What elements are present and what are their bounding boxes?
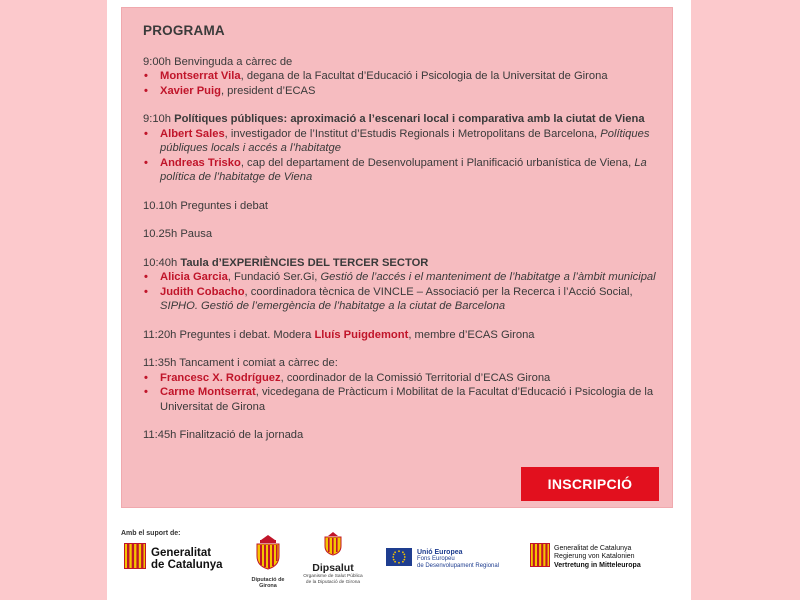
bullet-icon: • xyxy=(144,386,148,398)
bullet-icon: • xyxy=(144,156,148,169)
bullet-icon: • xyxy=(144,285,148,298)
speaker-role: , coordinador de la Comissió Territorial d’ECAS Girona xyxy=(280,371,551,384)
speaker-role: , Fundació Ser.Gi, xyxy=(227,271,321,283)
ue-line2: Fons Europeu xyxy=(417,556,455,562)
dipgir-text: Diputació de Girona xyxy=(251,577,285,589)
speaker-item xyxy=(143,69,658,84)
speaker-role: , coordinadora tècnica de VINCLE – Associació per la Recerca i l’Acció Social, xyxy=(244,285,633,298)
speaker-role: , investigador de l’Institut d’Estudis Regionals i Metropolitans de Barcelona, xyxy=(224,127,601,140)
dipsalut-coat-of-arms-icon xyxy=(323,543,343,560)
speaker-name: Francesc X. Rodríguez xyxy=(160,371,281,384)
closing-block xyxy=(143,356,658,414)
bullet-icon: • xyxy=(144,70,148,82)
debate2-suffix: , membre d’ECAS Girona xyxy=(408,328,535,341)
speaker-role: , president d’ECAS xyxy=(220,84,316,97)
dipsalut-title: Dipsalut xyxy=(312,562,354,574)
speaker-item xyxy=(143,270,658,285)
talk-title: Polítiques públiques locals i accés a l’habitatge xyxy=(160,127,650,154)
debate2-line xyxy=(143,328,658,343)
speaker-item xyxy=(143,285,658,314)
welcome-block xyxy=(143,55,658,99)
gencat-de-line3: Vertretung in Mitteleuropa xyxy=(554,561,641,569)
ue-line3: de Desenvolupament Regional xyxy=(417,563,500,569)
gencat-emblem-icon xyxy=(530,543,550,572)
bullet-icon: • xyxy=(144,271,148,283)
debate1-line: 10.10h Preguntes i debat xyxy=(143,199,269,212)
bullet-icon: • xyxy=(144,84,148,97)
debate2-prefix: 11:20h Preguntes i debat. Modera xyxy=(143,328,315,341)
moderator-name: Lluís Puigdemont xyxy=(314,328,409,341)
eu-flag-icon xyxy=(386,548,412,571)
dipsalut-line1: Organisme de Salut Pública xyxy=(303,574,363,579)
end-line: 11:45h Finalització de la jornada xyxy=(143,429,304,441)
speaker-role: , degana de la Facultat d’Educació i Psicologia de la Universitat de Girona xyxy=(240,70,608,82)
speaker-role: , vicedegana de Pràcticum i Mobilitat de la Facultat d’Educació i Psicologia de la Universitat de Girona xyxy=(160,386,654,413)
speaker-item xyxy=(143,84,658,99)
gencat-de-text xyxy=(554,545,641,571)
speaker-name: Judith Cobacho xyxy=(160,285,245,298)
speaker-name: Carme Montserrat xyxy=(160,386,256,398)
program-heading: PROGRAMA xyxy=(143,23,225,38)
gencat-de-line1: Generalitat de Catalunya xyxy=(554,544,632,552)
pause-line: 10.25h Pausa xyxy=(143,228,213,240)
session2-time: 10:40h xyxy=(143,256,181,269)
session1-block xyxy=(143,112,658,185)
session2-title: Taula d’EXPERIÈNCIES DEL TERCER SECTOR xyxy=(180,256,429,269)
speaker-item xyxy=(143,156,658,185)
gencat-line2: de Catalunya xyxy=(151,558,223,571)
ue-text xyxy=(417,549,499,570)
logo-generalitat xyxy=(124,543,223,574)
welcome-time: 9:00h Benvinguda a càrrec de xyxy=(143,55,293,68)
speaker-item xyxy=(143,127,658,156)
speaker-name: Alicia Garcia xyxy=(160,271,228,283)
gencat-line1: Generalitat xyxy=(151,546,212,559)
dipgir-coat-of-arms-icon xyxy=(253,557,283,574)
debate2-block xyxy=(143,328,658,343)
talk-title: SIPHO. Gestió de l’emergència de l’habitatge a la ciutat de Barcelona xyxy=(160,300,506,312)
ue-line1: Unió Europea xyxy=(417,549,463,556)
support-label: Amb el suport de: xyxy=(121,530,181,537)
gencat-wordmark xyxy=(151,547,223,571)
session1-title-line xyxy=(143,112,658,127)
registration-button[interactable]: INSCRIPCIÓ xyxy=(521,467,659,501)
speaker-name: Xavier Puig xyxy=(160,84,221,97)
program-content xyxy=(143,24,658,457)
bullet-icon: • xyxy=(144,371,148,384)
debate1-block xyxy=(143,199,658,214)
session2-title-line xyxy=(143,256,658,271)
speaker-name: Montserrat Vila xyxy=(160,70,241,82)
logo-unio-europea xyxy=(386,548,499,571)
gencat-emblem-icon xyxy=(124,543,146,574)
speaker-name: Andreas Trisko xyxy=(160,156,241,169)
gencat-de-line2: Regierung von Katalonien xyxy=(554,553,635,561)
pause-block xyxy=(143,227,658,242)
speaker-name: Albert Sales xyxy=(160,127,225,140)
bullet-icon: • xyxy=(144,127,148,140)
session2-block xyxy=(143,256,658,314)
logo-diputacio-girona xyxy=(244,534,292,589)
speaker-item xyxy=(143,385,658,414)
end-block xyxy=(143,428,658,443)
session1-title: Polítiques públiques: aproximació a l’escenari local i comparativa amb la ciutat de Viena xyxy=(174,113,645,125)
speaker-role: , cap del departament de Desenvolupament i Planificació urbanística de Viena, xyxy=(240,156,635,169)
session1-time: 9:10h xyxy=(143,113,175,125)
talk-title: La política de l’habitatge de Viena xyxy=(160,156,647,183)
speaker-item xyxy=(143,371,658,386)
closing-time: 11:35h Tancament i comiat a càrrec de: xyxy=(143,357,338,369)
logo-generalitat-mitteleuropa xyxy=(530,543,641,572)
logo-dipsalut xyxy=(296,532,370,585)
dipsalut-line2: de la Diputació de Girona xyxy=(305,579,361,585)
talk-title: Gestió de l’accés i el manteniment de l’habitatge a l’àmbit municipal xyxy=(320,271,656,283)
